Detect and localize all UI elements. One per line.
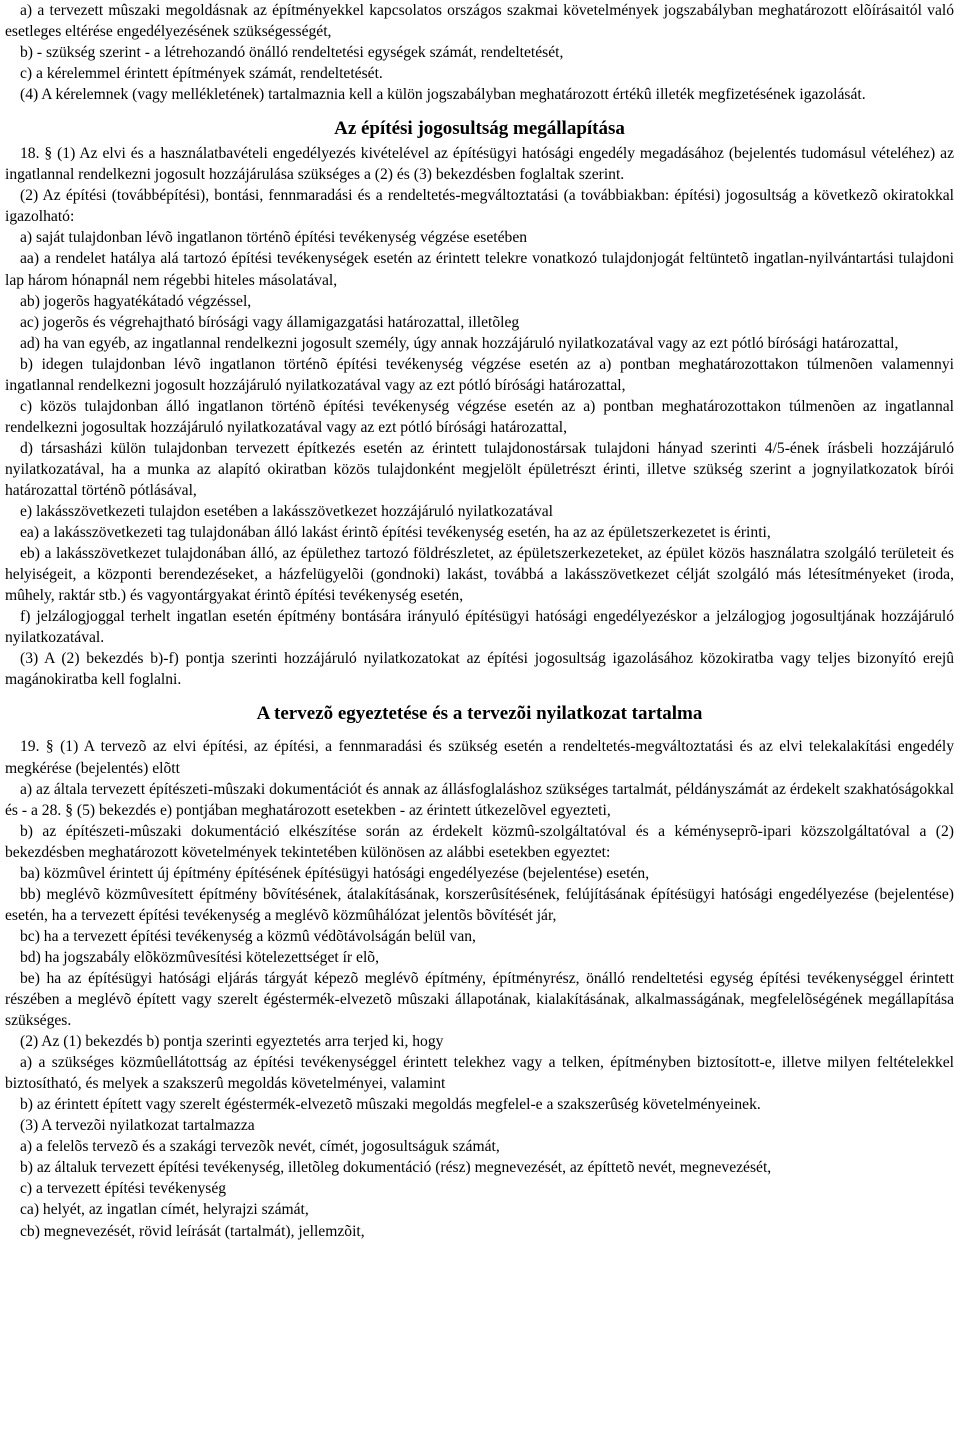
paragraph-19-1-b: b) az építészeti-mûszaki dokumentáció elkészítése során az érdekelt közmû-szolgáltatóval és a kéményseprõ-ipari közszolgáltatóval a (2) bekezdésben meghatározott követelmények tekintetében különösen az alábbi esetekben egyeztet: <box>5 822 954 861</box>
paragraph-19-3-ca: ca) helyét, az ingatlan címét, helyrajzi számát, <box>20 1201 309 1219</box>
paragraph-19-1: 19. § (1) A tervezõ az elvi építési, az építési, a fennmaradási és szükség esetén a rendeltetés-megváltoztatási és az elvi telekalakítási engedély megkérése (bejelentés) elõtt <box>5 738 954 777</box>
paragraph-19-3-a: a) a felelõs tervezõ és a szakági tervezõk nevét, címét, jogosultságuk számát, <box>20 1138 500 1156</box>
paragraph-18-2-c: c) közös tulajdonban álló ingatlanon történõ építési tevékenység végzése esetén az a) pontban meghatározottakon túlmenõen az ingatlannal rendelkezni jogosultak hozzájáruló nyilatkozatával vagy az ezt pótló bírósági határozattal, <box>5 397 954 436</box>
section-heading-building-rights: Az építési jogosultság megállapítása <box>334 118 625 140</box>
paragraph-19-3-c: c) a tervezett építési tevékenység <box>20 1180 227 1198</box>
paragraph-18-2-eb: eb) a lakásszövetkezet tulajdonában álló, az épülethez tartozó földrészletet, az épületszerkezeteket, az épület közös használatra szolgáló területeit és helyiségeit, a központi berendezéseket, a házfelügyelõi (gondnoki) lakást, továbbá a lakásszövetkezet célját szolgáló más létesítményeket (iroda, mûhely, raktár stb.) és vagyontárgyakat érintõ építési tevékenység esetén, <box>5 545 954 605</box>
paragraph-18-2-ab: ab) jogerõs hagyatékátadó végzéssel, <box>20 292 252 310</box>
paragraph-18-2-ad: ad) ha van egyéb, az ingatlannal rendelkezni jogosult személy, úgy annak hozzájáruló nyilatkozatával vagy az ezt pótló bírósági határozattal, <box>20 334 899 352</box>
paragraph-19-3: (3) A tervezõi nyilatkozat tartalmazza <box>20 1117 255 1135</box>
paragraph-19-2-a: a) a szükséges közmûellátottság az építési tevékenységgel érintett telekhez vagy a telken, építményben biztosított-e, illetve milyen feltételekkel biztosítható, és melyek a szakszerû megoldás követelményei, valamint <box>5 1054 954 1093</box>
paragraph-19-3-b: b) az általuk tervezett építési tevékenység, illetõleg dokumentáció (rész) megnevezését, az építtetõ nevét, megnevezését, <box>20 1159 772 1177</box>
paragraph-19-1-a: a) az általa tervezett építészeti-mûszaki dokumentációt és annak az állásfoglaláshoz szükséges tartalmát, példányszámát az érdekelt szakhatóságokkal és - a 28. § (5) bekezdés e) pontjában meghatározott esetekben - az érintett útkezelõvel egyezteti, <box>5 780 954 819</box>
section-intro <box>5 0 954 105</box>
paragraph-18-2-ea: ea) a lakásszövetkezeti tag tulajdonában álló lakást érintõ építési tevékenység esetén, ha az az épületszerkezetet is érinti, <box>20 524 771 542</box>
paragraph-18-2-d: d) társasházi külön tulajdonban tervezett építkezés esetén az érintett tulajdonostársak tulajdoni hányad szerinti 4/5-ének írásbeli hozzájáruló nyilatkozatával, ha a munka az alapító okiratban közös tulajdonként megjelölt épületrészt érinti, illetve szükség szerint a jognyilatkozatok bírói határozattal történõ pótlásával, <box>5 439 954 499</box>
paragraph-19-2-b: b) az érintett épített vagy szerelt égéstermék-elvezetõ mûszaki megoldás megfelel-e a szakszerûség követelményeinek. <box>20 1096 761 1114</box>
paragraph-18-2-aa: aa) a rendelet hatálya alá tartozó építési tevékenységek esetén az érintett telekre vonatkozó tulajdonjogát feltüntetõ ingatlan-nyilvántartási tulajdoni lap három hónapnál nem régebbi hiteles másolatával, <box>5 250 954 289</box>
paragraph-19-3-cb: cb) megnevezését, rövid leírását (tartalmát), jellemzõit, <box>20 1222 365 1240</box>
paragraph-18-2-e: e) lakásszövetkezeti tulajdon esetében a lakásszövetkezet hozzájáruló nyilatkozatával <box>20 503 553 521</box>
paragraph-intro-b: b) - szükség szerint - a létrehozandó önálló rendeltetési egységek számát, rendeltetését, <box>20 44 564 62</box>
section-building-rights <box>5 143 954 690</box>
paragraph-18-2-b: b) idegen tulajdonban lévõ ingatlanon történõ építési tevékenység végzése esetén az a) pontban meghatározottakon túlmenõen valamennyi ingatlannal rendelkezni jogosult hozzájáruló nyilatkozatával vagy az ezt pótló bírósági határozattal, <box>5 355 954 394</box>
paragraph-18-2-f: f) jelzálogjoggal terhelt ingatlan esetén építmény bontására irányuló építésügyi hatósági engedélyezéskor a jelzálogjog jogosultjának hozzájáruló nyilatkozatával. <box>5 608 954 647</box>
paragraph-intro-c: c) a kérelemmel érintett építmények számát, rendeltetését. <box>20 65 383 83</box>
paragraph-intro-4: (4) A kérelemnek (vagy mellékletének) tartalmaznia kell a külön jogszabályban meghatározott értékû illeték megfizetésének igazolását. <box>20 86 866 104</box>
paragraph-18-2-a: a) saját tulajdonban lévõ ingatlanon történõ építési tevékenység végzése esetében <box>20 229 528 247</box>
paragraph-18-2-ac: ac) jogerõs és végrehajtható bírósági vagy államigazgatási határozattal, illetõleg <box>20 313 520 331</box>
paragraph-intro-a: a) a tervezett mûszaki megoldásnak az építményekkel kapcsolatos országos szakmai követelmények jogszabályban meghatározott elõírásaitól való esetleges eltérése engedélyezésének szükségességét, <box>5 2 954 41</box>
paragraph-19-1-ba: ba) közmûvel érintett új építmény építésének építésügyi hatósági engedélyezése (bejelentése) esetén, <box>20 864 650 882</box>
paragraph-19-2: (2) Az (1) bekezdés b) pontja szerinti egyeztetés arra terjed ki, hogy <box>20 1033 444 1051</box>
section-designer-coordination <box>5 736 954 1241</box>
paragraph-19-1-be: be) ha az építésügyi hatósági eljárás tárgyát képezõ meglévõ építmény, építményrész, önálló rendeltetési egység építési tevékenységgel érintett részében a meglévõ épített vagy szerelt égéstermék-elvezetõ mûszaki állapotának, kialakításának, alkalmasságának, megfelelõségének megállapítása szükséges. <box>5 969 954 1030</box>
paragraph-18-2: (2) Az építési (továbbépítési), bontási, fennmaradási és a rendeltetés-megváltoztatási (a továbbiakban: építési) jogosultság a következõ okiratokkal igazolható: <box>5 187 954 226</box>
paragraph-19-1-bb: bb) meglévõ közmûvesített építmény bõvítésének, átalakításának, korszerûsítésének, felújításának építésügyi hatósági engedélyezése (bejelentése) esetén, ha a tervezett építési tevékenység a meglévõ közmûhálózat jelentõs bõvítését jár, <box>5 885 954 924</box>
paragraph-19-1-bd: bd) ha jogszabály elõközmûvesítési kötelezettséget ír elõ, <box>20 948 379 966</box>
section-heading-designer-coordination: A tervezõ egyeztetése és a tervezõi nyilatkozat tartalma <box>256 703 703 725</box>
paragraph-18-1: 18. § (1) Az elvi és a használatbavételi engedélyezés kivételével az építésügyi hatósági engedély megadásához (bejelentés tudomásul vételéhez) az ingatlannal rendelkezni jogosult hozzájárulása szükséges a (2) és (3) bekezdésben foglaltak szerint. <box>5 145 954 184</box>
paragraph-19-1-bc: bc) ha a tervezett építési tevékenység a közmû védõtávolságán belül van, <box>20 927 476 945</box>
paragraph-18-3: (3) A (2) bekezdés b)-f) pontja szerinti hozzájáruló nyilatkozatokat az építési jogosultság igazolásához közokiratba vagy teljes bizonyító erejû magánokiratba kell foglalni. <box>5 650 954 689</box>
